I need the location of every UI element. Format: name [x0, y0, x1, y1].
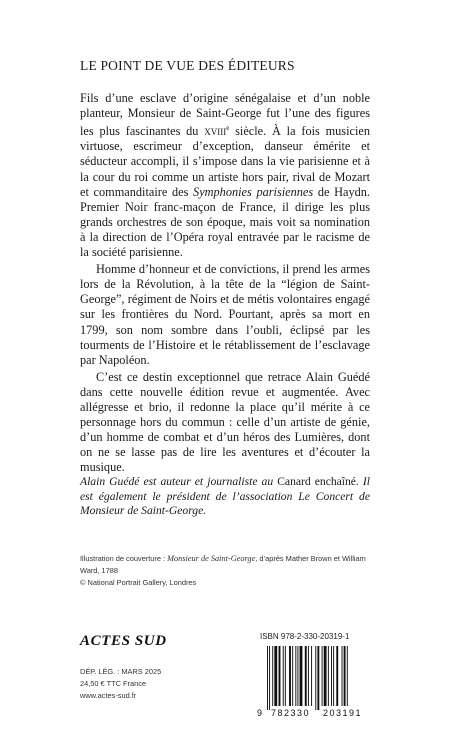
- barcode-bar: [269, 646, 270, 710]
- barcode-bar: [289, 646, 291, 706]
- legal-info: [80, 666, 161, 702]
- credits-copyright: © National Portrait Gallery, Londres: [80, 578, 197, 587]
- barcode-bar: [336, 646, 338, 706]
- barcode-bar: [274, 646, 277, 706]
- paragraph-1: [80, 91, 370, 260]
- p1-text-a: Fils d’une esclave d’origine sénégalaise et d’un noble planteur, Monsieur de Saint-George fut l’une des figures les plus fascinantes du: [80, 91, 370, 139]
- blurb-body: [80, 91, 370, 475]
- barcode-bar: [344, 646, 346, 706]
- barcode-bar: [311, 646, 312, 706]
- barcode-right-digits: 203191: [323, 708, 363, 718]
- price: 24,50 € TTC France: [80, 679, 146, 688]
- barcode-bar: [283, 646, 284, 706]
- barcode-bar: [347, 646, 348, 706]
- credits-prefix: Illustration de couverture :: [80, 554, 168, 563]
- credits-suffix: , d’après Mather Brown et William Ward, 1788: [80, 554, 366, 575]
- century-superscript: e: [226, 124, 230, 133]
- barcode-bar: [305, 646, 307, 706]
- barcode-bar: [324, 646, 327, 706]
- barcode-left-digits: 782330: [271, 708, 311, 718]
- paragraph-2: Homme d’honneur et de convictions, il prend les armes lors de la Révolution, à la tête de la “légion de Saint-George”, régiment de Noirs et de métis volontaires engagé sur les frontières du Nord. Pourtant, après sa mort en 1799, son nom sombre dans l’oubli, éclipsé par les tourments de l’Histoire et le rétablissement de l’esclavage par Napoléon.: [80, 262, 370, 367]
- barcode-bar: [267, 646, 268, 710]
- barcode-bar: [331, 646, 332, 706]
- barcode-bar: [342, 646, 343, 706]
- publisher-logo: ACTES SUD: [80, 633, 167, 649]
- author-note: [80, 475, 370, 519]
- newspaper-name: Canard enchaîné: [277, 475, 356, 488]
- barcode-bar: [297, 646, 298, 706]
- work-title: Symphonies parisiennes: [193, 184, 314, 199]
- barcode-bar: [295, 646, 296, 706]
- barcode-bar: [317, 646, 319, 710]
- barcode-bar: [279, 646, 281, 706]
- paragraph-3: C’est ce destin exceptionnel que retrace Alain Guédé dans cette nouvelle édition revue et augmentée. Avec allégresse et brio, il redonne la place qu’il mérite à ce personnage hors du commun : celle d’un artiste de génie, d’un homme de combat et d’un héros des Lumières, dont on ne se lasse pas de lire les aventures et d’écouter la musique.: [80, 369, 370, 475]
- legal-deposit: DÉP. LÉG. : MARS 2025: [80, 667, 162, 676]
- p1-text-b: siècle. À la fois musicien virtuose, escrimeur d’exception, danseur émérite et séducteur accompli, il s’impose dans la vie parisienne et à la cour du roi comme un artiste hors pair, rival de Mozart et commanditaire des: [80, 124, 370, 199]
- barcode-bar: [272, 646, 273, 706]
- barcode-bar: [328, 646, 329, 706]
- barcode-bar: [315, 646, 316, 710]
- author-note-b: . Il est également le président de l’association Le Concert de Monsieur de Saint-George.: [80, 475, 371, 518]
- credits-artwork-title: Monsieur de Saint-George: [167, 554, 256, 563]
- barcode-bar: [322, 646, 323, 706]
- barcode-bar: [308, 646, 309, 706]
- p1-text-c: de Haydn. Premier Noir franc-maçon de France, il dirige les plus grands orchestres de son époque, mais voit sa nomination à la direction de l’Opéra royal entravée par le racisme de la société parisienne.: [80, 184, 370, 260]
- barcode-bar: [292, 646, 293, 706]
- century-numeral: xviii: [204, 124, 227, 139]
- credits-line: [80, 553, 380, 577]
- cover-credits: [80, 553, 380, 589]
- author-note-a: Alain Guédé est auteur et journaliste au: [80, 475, 278, 488]
- section-heading: LE POINT DE VUE DES ÉDITEURS: [80, 58, 295, 73]
- barcode-bar: [333, 646, 334, 706]
- barcode-bar: [300, 646, 303, 706]
- website: www.actes-sud.fr: [80, 691, 137, 700]
- barcode-bar: [285, 646, 286, 706]
- barcode-lead-digit: 9: [257, 708, 263, 718]
- barcode: [255, 646, 385, 718]
- barcode-bars: [267, 646, 348, 710]
- isbn-label: ISBN 978-2-330-20319-1: [260, 632, 350, 641]
